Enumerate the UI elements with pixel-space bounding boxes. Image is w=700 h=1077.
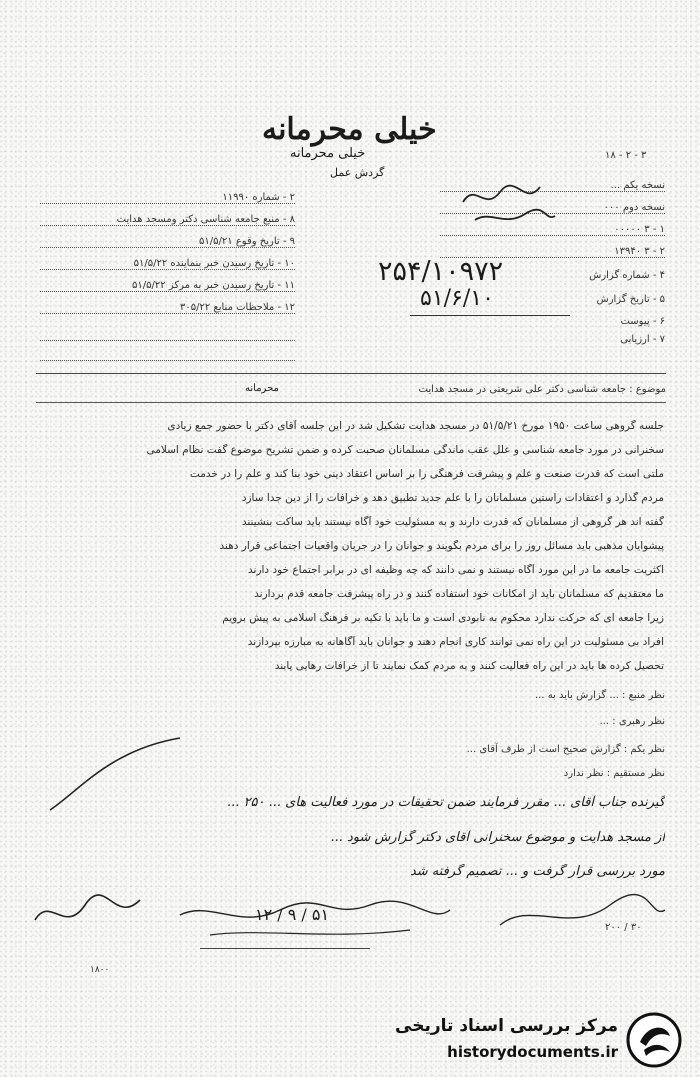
body-line: ما معتقدیم که مسلمانان باید از امکانات خود استفاده کنند و در راه پیشرفت جامعه قدم بردارند	[254, 588, 664, 600]
right-field-row: ۲ - ۳ ۱۳۹۴۰	[440, 246, 665, 258]
handwritten-note: از مسجد هدایت و موضوع سخنرانی آقای دکتر گزارش شود ...	[330, 830, 665, 845]
body-line: مردم گذارد و اعتقادات راستین مسلمانان را با علم جدید تطبیق دهد و خرافات را از دین جدا سازد	[241, 492, 664, 504]
signature-scribble	[30, 880, 670, 950]
handwritten-note: گیرنده جناب آقای ... مقرر فرمایند ضمن تحقیقات در مورد فعالیت های ... ۲۵۰ ...	[227, 795, 665, 810]
subject-label: موضوع :	[629, 384, 666, 395]
report-date-underline	[410, 315, 570, 316]
archive-logo-icon	[626, 1012, 682, 1068]
body-line: اکثریت جامعه ما در این مورد آگاه نیستند و نمی دانند که چه وظیفه ای در برابر اجتماع خود دارند	[248, 564, 664, 576]
report-number: ۲۵۴/۱۰۹۷۲	[378, 256, 504, 287]
subject-text: جامعه شناسی دکتر علی شریعتی در مسجد هدایت	[418, 384, 627, 395]
body-line: پیشوایان مذهبی باید مسائل روز را برای مردم بگویند و جوانان را در جریان واقعیات اجتماعی قرار دهند	[219, 540, 664, 552]
margin-note: محرمانه	[245, 383, 279, 394]
evaluation-line: نظر مستقیم : نظر ندارد	[563, 768, 665, 779]
signature-date: ۱۲ / ۹ / ۵۱	[255, 905, 330, 924]
left-field-blank	[40, 350, 295, 361]
footer-code: ۱۸۰۰	[90, 965, 110, 975]
body-line: ملتی است که قدرت صنعت و علم و پیشرفت فرهنگی را بر اساس اعتقاد دینی خود بنا کند و علم را در خدمت	[189, 468, 664, 480]
body-line: گفته اند هر گروهی از مسلمانان که قدرت دارند و به مسئولیت خود آگاه نیستند باید ساکت بنشینند	[241, 516, 664, 528]
right-field-row: نسخه دوم ۰۰۰	[440, 202, 665, 214]
handwritten-note: مورد بررسی قرار گرفت و ... تصمیم گرفته شد	[409, 864, 665, 879]
body-line: تحصیل کرده ها باید در این راه فعالیت کنند و به مردم کمک نمایند تا از خرافات رهایی یابند	[274, 660, 664, 672]
right-field-row: ۷ - ارزیابی	[620, 334, 665, 345]
body-closing: نظر منبع : ... گزارش باید به ...	[534, 690, 665, 701]
document-title: خیلی محرمانه	[262, 112, 437, 147]
circulation-label: گردش عمل	[330, 166, 385, 179]
bottom-numbers: ۲۰۰ / ۳۰	[605, 922, 642, 933]
body-line: جلسه گروهی ساعت ۱۹۵۰ مورخ ۵۱/۵/۲۱ در مسجد هدایت تشکیل شد در این جلسه آقای دکتر با حضور جمع زیادی	[167, 420, 664, 432]
left-field-row: ۱۱ - تاریخ رسیدن خبر به مرکز ۵۱/۵/۲۲	[40, 280, 295, 292]
document-subtitle: خیلی محرمانه	[290, 146, 366, 161]
body-line: زیرا جامعه ای که حرکت ندارد محکوم به نابودی است و ما باید با تکیه بر فرهنگ اسلامی به پیش برویم	[222, 612, 664, 624]
evaluation-line: نظر رهبری : ...	[599, 716, 665, 727]
right-field-row: ۶ - پیوست	[620, 316, 665, 327]
page-reference: ۱۸ - ۲ - ۳	[605, 150, 647, 161]
archive-name: مرکز بررسی اسناد تاریخی	[395, 1016, 618, 1036]
report-date: ۵۱/۶/۱۰	[420, 286, 494, 311]
left-field-row: ۸ - منبع جامعه شناسی دکتر ومسجد هدایت	[40, 214, 295, 226]
left-field-row: ۲ - شماره ۱۱۹۹۰	[40, 192, 295, 204]
archive-url: historydocuments.ir	[447, 1043, 618, 1061]
separator-line	[36, 402, 666, 403]
evaluation-line: نظر یکم : گزارش صحیح است از طرف آقای ...	[466, 744, 665, 755]
subject-row	[300, 384, 666, 395]
handwriting-scribble	[455, 172, 565, 232]
separator-line	[36, 373, 666, 374]
right-field-row: ۱ - ۳ ۰۰۰۰۰	[440, 224, 665, 236]
right-field-row: ۴ - شماره گزارش	[589, 270, 665, 281]
body-line: سخنرانی در مورد جامعه شناسی و علل عقب ماندگی مسلمانان صحبت کرده و ضمن تشریح موضوع گفت نظام اسلامی	[146, 444, 664, 456]
archive-watermark	[352, 1012, 682, 1068]
right-field-row: نسخه یکم ...	[440, 180, 665, 192]
left-field-row: ۹ - تاریخ وقوع ۵۱/۵/۲۱	[40, 236, 295, 248]
left-field-row: ۱۰ - تاریخ رسیدن خبر بنماینده ۵۱/۵/۲۲	[40, 258, 295, 270]
separator-line	[200, 948, 370, 949]
left-field-blank	[40, 330, 295, 341]
right-field-row: ۵ - تاریخ گزارش	[596, 294, 665, 305]
left-field-row: ۱۲ - ملاحظات منابع ۳۰۵/۲۲	[40, 302, 295, 314]
body-line: افراد بی مسئولیت در این راه نمی توانند کاری انجام دهند و جوانان باید آگاهانه به مبارزه بپردازند	[247, 636, 664, 648]
